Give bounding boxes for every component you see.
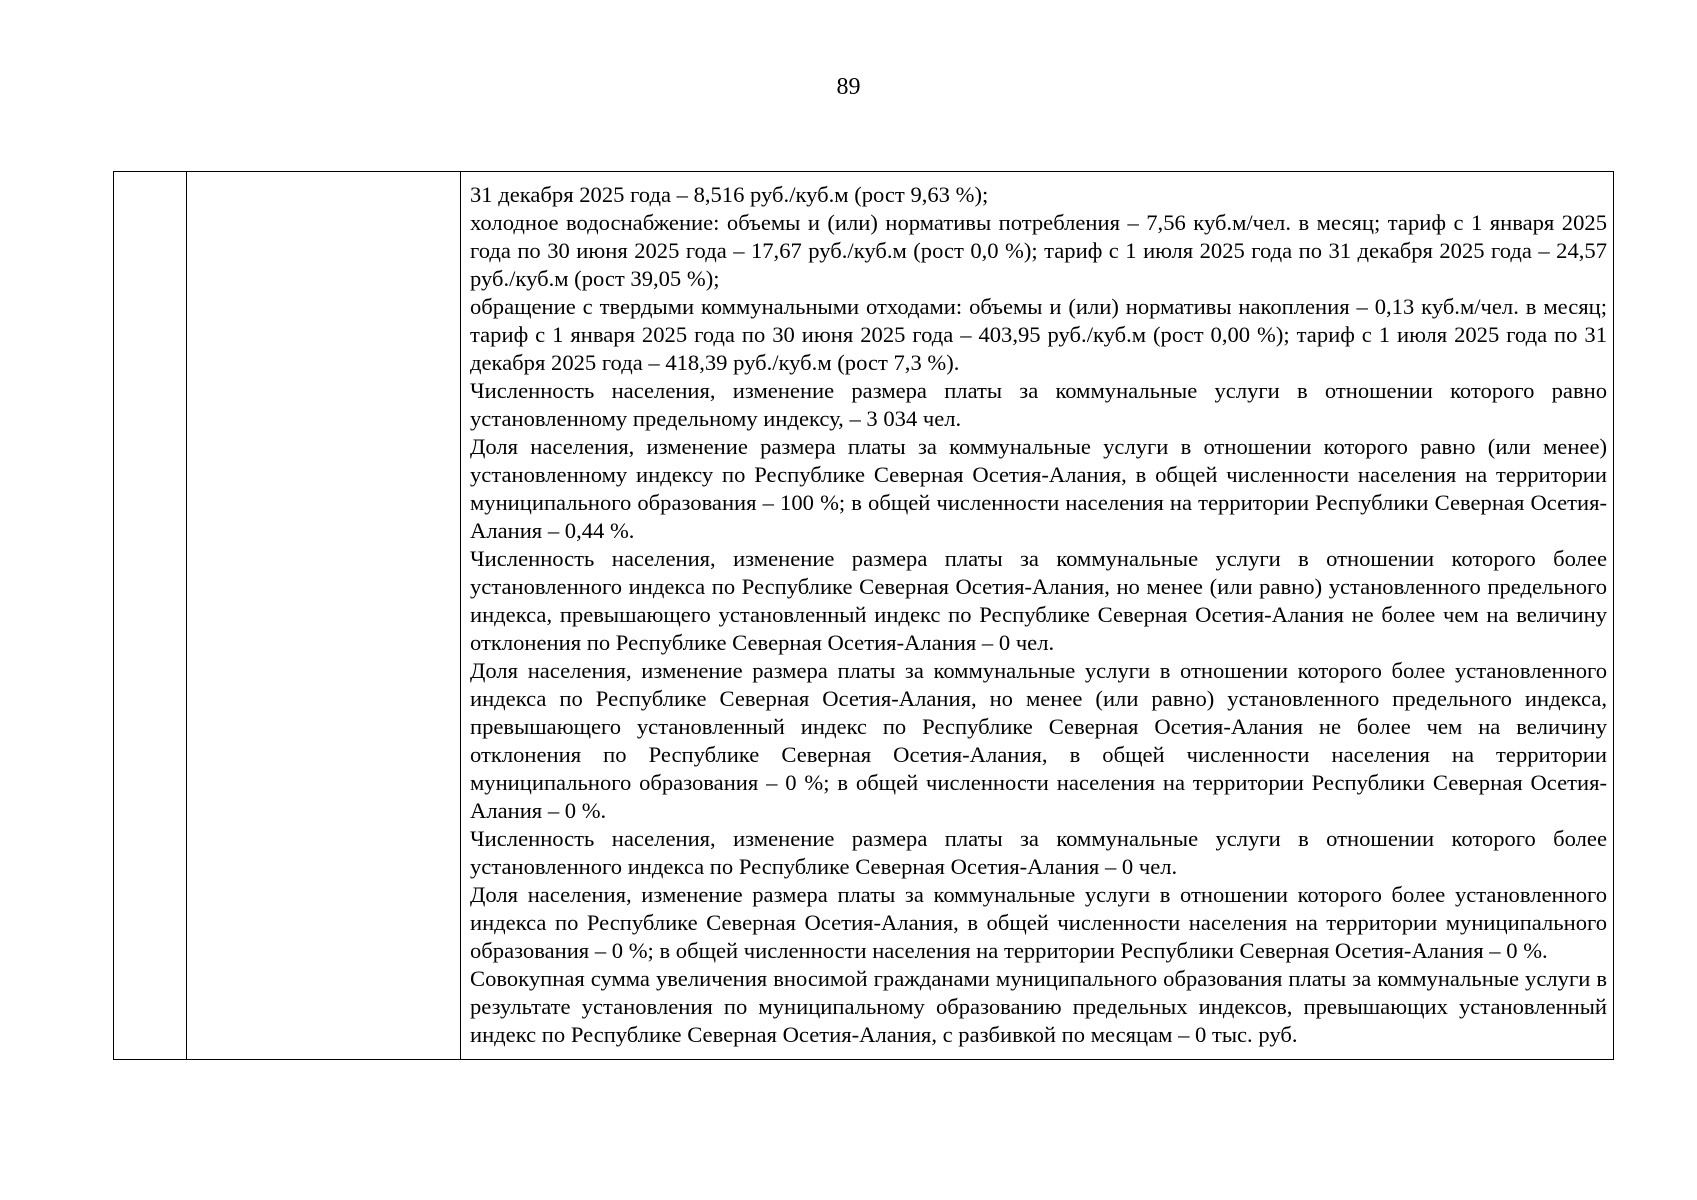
table-cell-description [461, 172, 1614, 1060]
description-text [461, 172, 1613, 1059]
cell-name-text [187, 172, 460, 191]
paragraph-population-above-within-deviation: Численность населения, изменение размера платы за коммунальные услуги в отношении которого более установленного индекса по Республике Северная Осетия-Алания, но менее (или равно) установленного предельного индекса, превышающего установленный индекс по Республике Северная Осетия-Алания не более чем на величину отклонения по Республике Северная Осетия-Алания – 0 чел. [470, 546, 1607, 655]
paragraph-share-above-index: Доля населения, изменение размера платы за коммунальные услуги в отношении которого более установленного индекса по Республике Северная Осетия-Алания, в общей численности населения на территории муниципального образования – 0 %; в общей численности населения на территории Республики Северная Осетия-Алания – 0 %. [470, 882, 1607, 963]
paragraph-hot-water-tariff-end: 31 декабря 2025 года – 8,516 руб./куб.м (рост 9,63 %); [470, 182, 989, 207]
paragraph-share-equal-or-less: Доля населения, изменение размера платы за коммунальные услуги в отношении которого равно (или менее) установленному индексу по Республике Северная Осетия-Алания, в общей численности населения на территории муниципального образования – 100 %; в общей численности населения на территории Республики Северная Осетия-Алания – 0,44 %. [470, 434, 1607, 543]
paragraph-total-increase-sum: Совокупная сумма увеличения вносимой гражданами муниципального образования платы за коммунальные услуги в результате установления по муниципальному образованию предельных индексов, превышающих установленный индекс по Республике Северная Осетия-Алания, с разбивкой по месяцам – 0 тыс. руб. [470, 966, 1607, 1047]
document-table [113, 171, 1614, 1060]
table-cell-name [187, 172, 461, 1060]
paragraph-cold-water: холодное водоснабжение: объемы и (или) нормативы потребления – 7,56 куб.м/чел. в месяц; тариф с 1 января 2025 года по 30 июня 2025 года – 17,67 руб./куб.м (рост 0,0 %); тариф с 1 июля 2025 года по 31 декабря 2025 года – 24,57 руб./куб.м (рост 39,05 %); [470, 210, 1607, 291]
table-cell-number [114, 172, 187, 1060]
page-number: 89 [836, 74, 861, 100]
table-row [114, 172, 1614, 1060]
paragraph-population-above-index: Численность населения, изменение размера платы за коммунальные услуги в отношении которого более установленного индекса по Республике Северная Осетия-Алания – 0 чел. [470, 826, 1607, 879]
cell-number-text [114, 172, 186, 191]
paragraph-population-equal-limit: Численность населения, изменение размера платы за коммунальные услуги в отношении которого равно установленному предельному индексу, – 3 034 чел. [470, 378, 1607, 431]
paragraph-share-above-within-deviation: Доля населения, изменение размера платы за коммунальные услуги в отношении которого более установленного индекса по Республике Северная Осетия-Алания, но менее (или равно) установленного предельного индекса, превышающего установленный индекс по Республике Северная Осетия-Алания не более чем на величину отклонения по Республике Северная Осетия-Алания, в общей численности населения на территории муниципального образования – 0 %; в общей численности населения на территории Республики Северная Осетия-Алания – 0 %. [470, 658, 1607, 823]
paragraph-solid-waste: обращение с твердыми коммунальными отходами: объемы и (или) нормативы накопления – 0,13 куб.м/чел. в месяц; тариф с 1 января 2025 года по 30 июня 2025 года – 403,95 руб./куб.м (рост 0,00 %); тариф с 1 июля 2025 года по 31 декабря 2025 года – 418,39 руб./куб.м (рост 7,3 %). [470, 294, 1607, 375]
